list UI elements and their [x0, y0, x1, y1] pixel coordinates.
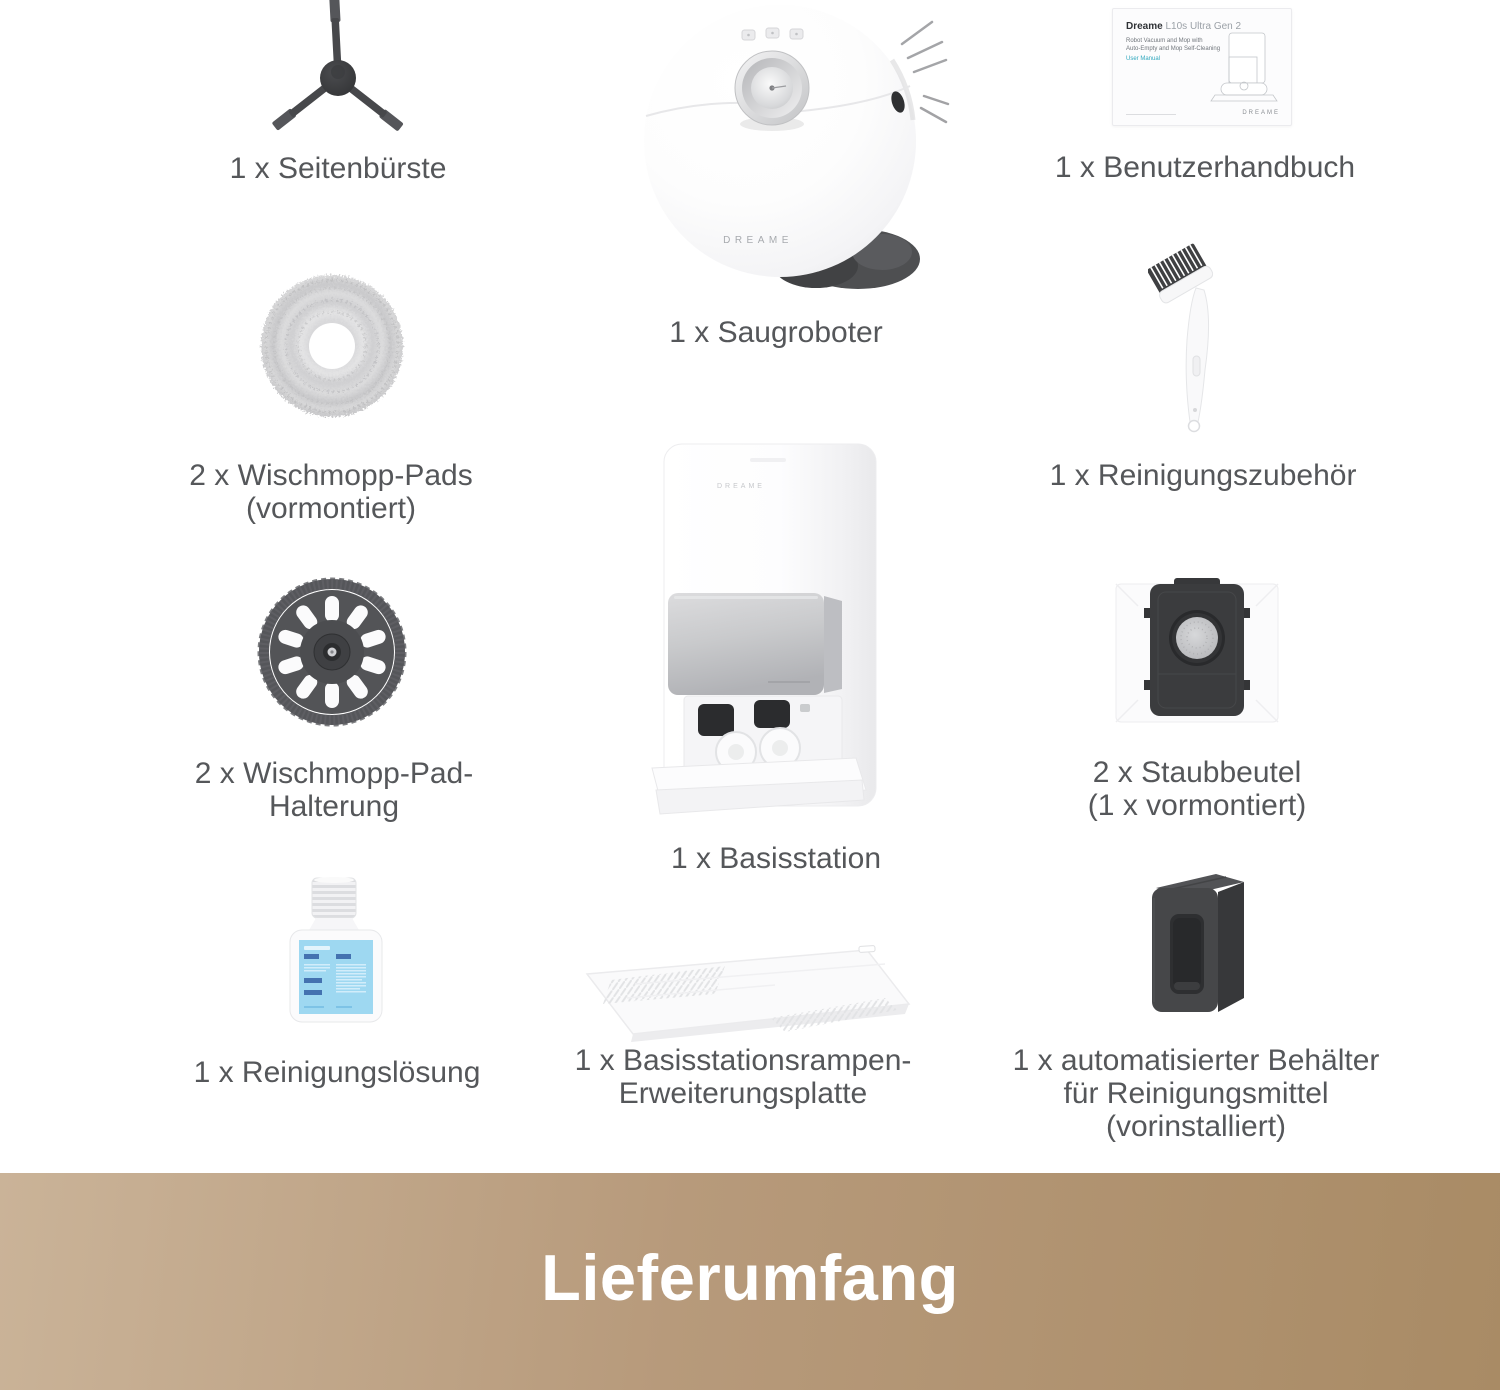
robot-vacuum-image: [630, 0, 950, 300]
caption-line: für Reinigungsmittel: [1063, 1077, 1329, 1110]
station-brand-text: DREAME: [717, 483, 765, 490]
banner-title: Lieferumfang: [541, 1241, 959, 1314]
caption-side-brush: [230, 152, 447, 185]
caption-line: 1 x Reinigungszubehör: [1049, 459, 1357, 492]
caption-mop-pads: [189, 459, 472, 525]
caption-mop-pad-holder: [195, 757, 473, 823]
manual-subtitle: Auto-Empty and Mop Self-Cleaning: [1126, 46, 1221, 52]
caption-dust-bags: [1088, 756, 1306, 822]
detergent-container-image: [1138, 866, 1258, 1026]
manual-subtitle: Robot Vacuum and Mop with: [1126, 38, 1203, 44]
caption-robot-vacuum: [669, 316, 882, 349]
caption-line: 2 x Wischmopp-Pad-: [194, 757, 474, 790]
mop-pad-image: [252, 268, 412, 428]
caption-line: 2 x Staubbeutel: [1092, 756, 1302, 789]
caption-line: 1 x Saugroboter: [669, 316, 883, 349]
dust-bag-image: [1112, 576, 1282, 731]
user-manual-image: [1112, 8, 1292, 126]
manual-doc-type: User Manual: [1126, 56, 1161, 62]
caption-line: Halterung: [268, 790, 400, 823]
caption-cleaning-solution: [194, 1056, 481, 1089]
caption-line: (vormontiert): [245, 492, 417, 525]
caption-line: 1 x Reinigungslösung: [193, 1056, 481, 1089]
ramp-plate-image: [575, 940, 915, 1050]
caption-line: 1 x Basisstationsrampen-: [574, 1044, 912, 1077]
manual-fine-print: [1126, 114, 1176, 115]
base-station-image: [650, 438, 890, 828]
caption-cleaning-tool: [1050, 459, 1357, 492]
caption-line: (vorinstalliert): [1105, 1110, 1287, 1143]
caption-line: 2 x Wischmopp-Pads: [189, 459, 473, 492]
cleaning-solution-image: [282, 876, 392, 1026]
caption-line: 1 x Basisstation: [670, 842, 882, 875]
caption-user-manual: [1055, 151, 1355, 184]
manual-cover-drawing: [1209, 31, 1279, 109]
caption-ramp-plate: [575, 1044, 912, 1110]
manual-model: L10s Ultra Gen 2: [1165, 21, 1242, 32]
section-banner: [0, 1173, 1500, 1390]
caption-base-station: [671, 842, 881, 875]
caption-detergent-container: [1013, 1044, 1380, 1143]
caption-line: 1 x Benutzerhandbuch: [1054, 151, 1356, 184]
caption-line: 1 x automatisierter Behälter: [1012, 1044, 1380, 1077]
side-brush-image: [250, 0, 430, 160]
caption-line: Erweiterungsplatte: [618, 1077, 868, 1110]
mop-pad-holder-image: [254, 576, 414, 736]
manual-footer-brand: DREAME: [1242, 110, 1280, 116]
robot-brand-text: DREAME: [723, 235, 793, 246]
caption-line: 1 x Seitenbürste: [229, 152, 447, 185]
cleaning-tool-image: [1148, 238, 1258, 438]
manual-brand: Dreame: [1126, 21, 1163, 32]
caption-line: (1 x vormontiert): [1087, 789, 1307, 822]
